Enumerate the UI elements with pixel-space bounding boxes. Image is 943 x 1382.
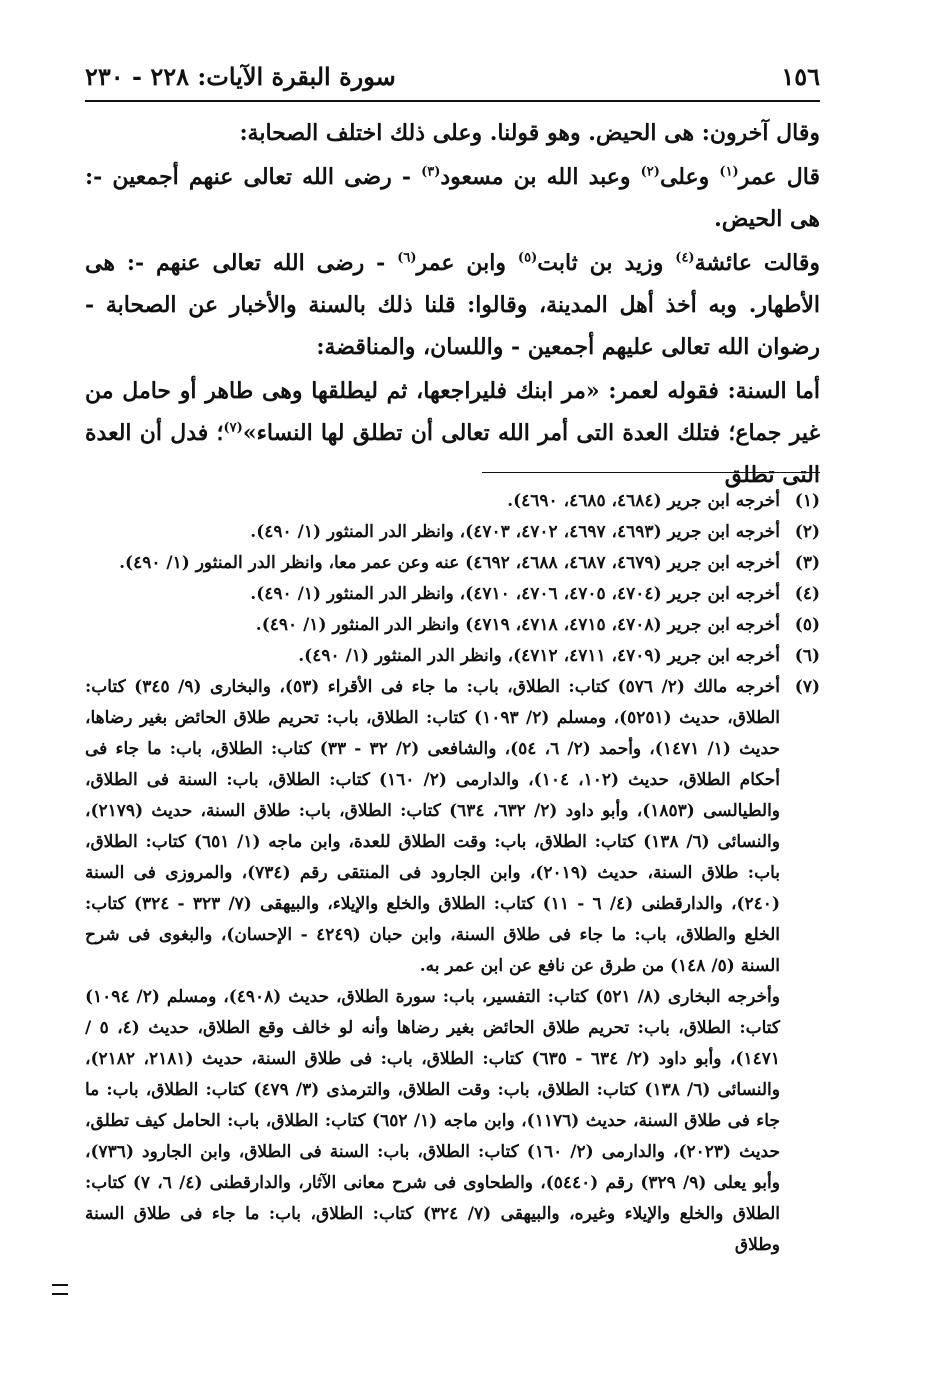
- paragraph-4: [85, 370, 820, 496]
- margin-equals-mark: [52, 1284, 68, 1295]
- footnote-text: أخرجه ابن جرير (٤٧٠٤، ٤٧٠٥، ٤٧٠٦، ٤٧١٠)، وانظر الدر المنثور (١/ ٤٩٠).: [250, 584, 780, 604]
- footnote: [85, 579, 820, 610]
- text-run: وقالت عائشة: [694, 250, 821, 276]
- text-run: أما السنة: فقوله لعمر: «مر ابنك فليراجعها، ثم ليطلقها وهى طاهر أو حامل من غير جماع؛ فتلك العدة التى أمر الله تعالى أن تطلق لها النساء»: [85, 378, 820, 446]
- footnotes: [85, 486, 820, 1261]
- footnote-ref-5[interactable]: (٥): [517, 250, 538, 266]
- footnote-ref-4[interactable]: (٤): [675, 250, 695, 266]
- header-rule: [85, 100, 820, 102]
- footnote-continuation: وأخرجه البخارى (٨/ ٥٢١) كتاب: التفسير، باب: سورة الطلاق، حديث (٤٩٠٨)، ومسلم (٢/ ١٠٩٤) كتاب: الطلاق، باب: تحريم طلاق الحائض بغير رضاها وأنه لو خالف وقع الطلاق، حديث (٤، ٥ / ١٤٧١)، وأبو داود (٢/ ٦٣٤ - ٦٣٥) كتاب: الطلاق، باب: فى طلاق السنة، حديث (٢١٨١، ٢١٨٢)، والنسائى (٦/ ١٣٨) كتاب: الطلاق، باب: وقت الطلاق، والترمذى (٣/ ٤٧٩) كتاب: الطلاق، باب: ما جاء فى طلاق السنة، حديث (١١٧٦)، وابن ماجه (١/ ٦٥٢) كتاب: الطلاق، باب: الحامل كيف تطلق، حديث (٢٠٢٣)، والدارمى (٢/ ١٦٠) كتاب: الطلاق، باب: السنة فى الطلاق، وابن الجارود (٧٣٦)، وأبو يعلى (٩/ ٣٢٩) رقم (٥٤٤٠)، والطحاوى فى شرح معانى الآثار، والدارقطنى (٤/ ٦، ٧) كتاب: الطلاق والخلع والإيلاء وغيره، والبيهقى (٧/ ٣٢٤) كتاب: الطلاق، باب: ما جاء فى طلاق السنة وطلاق: [85, 987, 781, 1255]
- footnote-number: (٥): [794, 615, 820, 635]
- footnote: [85, 548, 820, 579]
- footnote-text: أخرجه ابن جرير (٤٦٨٤، ٤٦٨٥، ٤٦٩٠).: [507, 491, 780, 511]
- footnote-text: أخرجه ابن جرير (٤٧٠٨، ٤٧١٥، ٤٧١٨، ٤٧١٩) وانظر الدر المنثور (١/ ٤٩٠).: [255, 615, 780, 635]
- footnote-number: (٢): [794, 522, 820, 542]
- running-title: سورة البقرة الآيات: ٢٢٨ - ٢٣٠: [85, 61, 396, 91]
- footnote-ref-7[interactable]: (٧): [223, 420, 243, 436]
- page-number: ١٥٦: [781, 61, 820, 91]
- footnote-ref-1[interactable]: (١): [719, 164, 739, 180]
- text-run: - رضى الله تعالى عنهم أجمعين -: هى الحيض.: [85, 164, 820, 232]
- footnote-text: أخرجه ابن جرير (٤٦٩٣، ٤٦٩٧، ٤٧٠٢، ٤٧٠٣)، وانظر الدر المنثور (١/ ٤٩٠).: [250, 522, 780, 542]
- footnote: [85, 672, 820, 982]
- text-run: - رضى الله تعالى عنهم -: هى الأطهار. وبه أخذ أهل المدينة، وقالوا: قلنا ذلك بالسنة والأخبار عن الصحابة - رضوان الله تعالى عليهم أجمعين - واللسان، والمناقضة:: [85, 250, 820, 360]
- footnote-number: (٤): [794, 584, 820, 604]
- text-run: وابن عمر: [416, 250, 518, 276]
- footnote: [85, 610, 820, 641]
- footnote-number: (٣): [794, 553, 820, 573]
- footnote-text: أخرجه ابن جرير (٤٧٠٩، ٤٧١١، ٤٧١٢)، وانظر الدر المنثور (١/ ٤٩٠).: [298, 646, 780, 666]
- footnote-number: (١): [794, 491, 820, 511]
- paragraph-1: وقال آخرون: هى الحيض. وهو قولنا. وعلى ذلك اختلف الصحابة:: [239, 120, 820, 146]
- footnote-ref-6[interactable]: (٦): [397, 250, 417, 266]
- footnote-text: أخرجه ابن جرير (٤٦٧٩، ٤٦٨٧، ٤٦٨٨، ٤٦٩٢) عنه وعن عمر معا، وانظر الدر المنثور (١/ ٤٩٠).: [119, 553, 780, 573]
- text-run: قال عمر: [738, 164, 820, 190]
- footnote: [85, 517, 820, 548]
- text-run: وعلى: [659, 164, 720, 190]
- footnote: [85, 486, 820, 517]
- footnote-separator: [482, 472, 820, 473]
- footnote-ref-3[interactable]: (٣): [421, 164, 441, 180]
- footnote-number: (٧): [794, 677, 820, 697]
- footnote-number: (٦): [794, 646, 820, 666]
- footnote-text: أخرجه مالك (٢/ ٥٧٦) كتاب: الطلاق، باب: ما جاء فى الأقراء (٥٣)، والبخارى (٩/ ٣٤٥) كتاب: الطلاق، حديث (٥٢٥١)، ومسلم (٢/ ١٠٩٣) كتاب: الطلاق، باب: تحريم طلاق الحائض بغير رضاها، حديث (١/ ١٤٧١)، وأحمد (٢/ ٦، ٥٤)، والشافعى (٢/ ٣٢ - ٣٣) كتاب: الطلاق، باب: ما جاء فى أحكام الطلاق، حديث (١٠٢، ١٠٤)، والدارمى (٢/ ١٦٠) كتاب: الطلاق، باب: السنة فى الطلاق، والطيالسى (١٨٥٣)، وأبو داود (٢/ ٦٣٢، ٦٣٤) كتاب: الطلاق، باب: طلاق السنة، حديث (٢١٧٩)، والنسائى (٦/ ١٣٨) كتاب: الطلاق، باب: وقت الطلاق للعدة، وابن ماجه (١/ ٦٥١) كتاب: الطلاق، باب: طلاق السنة، حديث (٢٠١٩)، وابن الجارود فى المنتقى رقم (٧٣٤)، والمروزى فى السنة (٢٤٠)، والدارقطنى (٤/ ٦ - ١١) كتاب: الطلاق والخلع والإيلاء، والبيهقى (٧/ ٣٢٣ - ٣٢٤) كتاب: الخلع والطلاق، باب: ما جاء فى طلاق السنة، وابن حبان (٤٢٤٩ - الإحسان)، والبغوى فى شرح السنة (٥/ ١٤٨) من طرق عن نافع عن ابن عمر به.: [85, 677, 781, 976]
- text-run: وعبد الله بن مسعود: [440, 164, 641, 190]
- page-header: [85, 56, 820, 96]
- text-run: وزيد بن ثابت: [537, 250, 676, 276]
- text-run: ؛ فدل أن العدة التى تطلق: [85, 420, 820, 488]
- paragraph-2: [85, 156, 820, 240]
- main-text: [85, 112, 820, 498]
- paragraph-3: [85, 242, 820, 368]
- footnote-ref-2[interactable]: (٢): [640, 164, 660, 180]
- footnote: [85, 641, 820, 672]
